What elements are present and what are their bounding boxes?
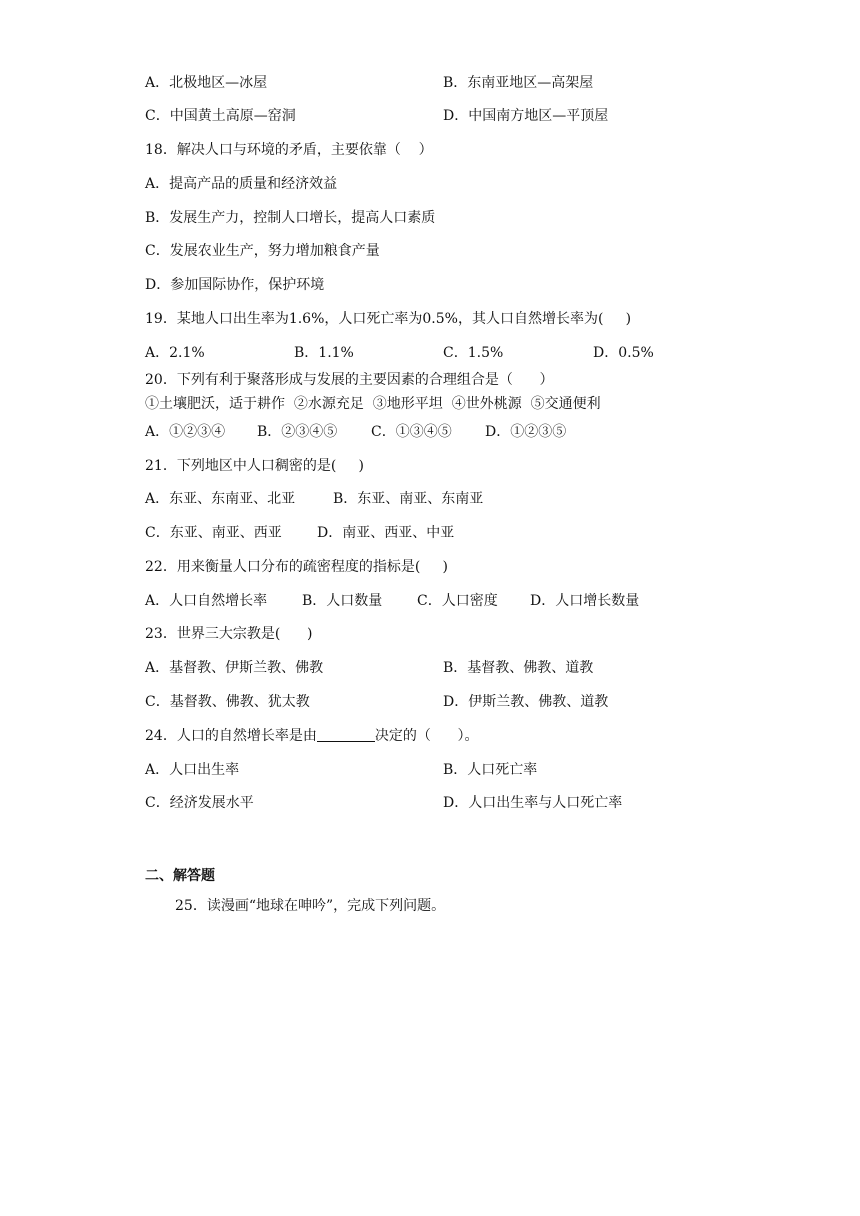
q24-option-a: A．人口出生率 <box>145 762 240 778</box>
q23-option-d: D．伊斯兰教、佛教、道教 <box>443 694 609 710</box>
q19-stem: 19．某地人口出生率为1.6%，人口死亡率为0.5%，其人口自然增长率为( ) <box>145 311 632 327</box>
q21-option-b: B．东亚、南亚、东南亚 <box>333 491 484 507</box>
q20-option-b: B．②③④⑤ <box>257 424 338 440</box>
q18-stem: 18．解决人口与环境的矛盾，主要依靠（ ） <box>145 142 433 158</box>
q22-stem: 22．用来衡量人口分布的疏密程度的指标是( ) <box>145 559 448 575</box>
q18-option-c: C．发展农业生产，努力增加粮食产量 <box>145 243 380 259</box>
answer-blank <box>317 727 375 742</box>
q23-stem: 23．世界三大宗教是( ) <box>145 626 313 642</box>
q23-option-b: B．基督教、佛教、道教 <box>443 660 594 676</box>
q22-option-b: B．人口数量 <box>302 593 383 609</box>
q19-option-c: C．1.5% <box>443 345 504 361</box>
q24-option-b: B．人口死亡率 <box>443 762 538 778</box>
q19-option-d: D．0.5% <box>593 345 654 361</box>
q24-option-c: C．经济发展水平 <box>145 795 254 811</box>
q19-option-b: B．1.1% <box>294 345 354 361</box>
q22-option-a: A．人口自然增长率 <box>145 593 268 609</box>
q20-option-a: A．①②③④ <box>145 424 226 440</box>
section-heading: 二、解答题 <box>145 868 215 884</box>
q17-option-a: A．北极地区—冰屋 <box>145 75 268 91</box>
q20-option-c: C．①③④⑤ <box>371 424 452 440</box>
q17-option-b: B．东南亚地区—高架屋 <box>443 75 594 91</box>
q25-stem: 25．读漫画“地球在呻吟”，完成下列问题。 <box>175 898 446 914</box>
q22-option-c: C．人口密度 <box>417 593 498 609</box>
q24-stem-pre: 24．人口的自然增长率是由 <box>145 728 317 744</box>
q24-stem-post: 决定的（ ）。 <box>374 728 479 744</box>
q23-option-a: A．基督教、伊斯兰教、佛教 <box>145 660 324 676</box>
q18-option-b: B．发展生产力，控制人口增长，提高人口素质 <box>145 210 436 226</box>
q21-option-d: D．南亚、西亚、中亚 <box>317 525 455 541</box>
q22-option-d: D．人口增长数量 <box>530 593 640 609</box>
q21-option-c: C．东亚、南亚、西亚 <box>145 525 282 541</box>
q21-option-a: A．东亚、东南亚、北亚 <box>145 491 296 507</box>
q18-option-d: D．参加国际协作，保护环境 <box>145 277 325 293</box>
q24-stem <box>145 726 479 746</box>
q18-option-a: A．提高产品的质量和经济效益 <box>145 176 338 192</box>
q21-stem: 21．下列地区中人口稠密的是( ) <box>145 458 364 474</box>
q17-option-d: D．中国南方地区—平顶屋 <box>443 108 609 124</box>
q19-option-a: A．2.1% <box>145 345 205 361</box>
q23-option-c: C．基督教、佛教、犹太教 <box>145 694 310 710</box>
q20-factors: ①土壤肥沃，适于耕作 ②水源充足 ③地形平坦 ④世外桃源 ⑤交通便利 <box>145 396 601 412</box>
q24-option-d: D．人口出生率与人口死亡率 <box>443 795 623 811</box>
q17-option-c: C．中国黄土高原—窑洞 <box>145 108 296 124</box>
q20-stem: 20．下列有利于聚落形成与发展的主要因素的合理组合是（ ） <box>145 372 554 388</box>
q20-option-d: D．①②③⑤ <box>485 424 567 440</box>
